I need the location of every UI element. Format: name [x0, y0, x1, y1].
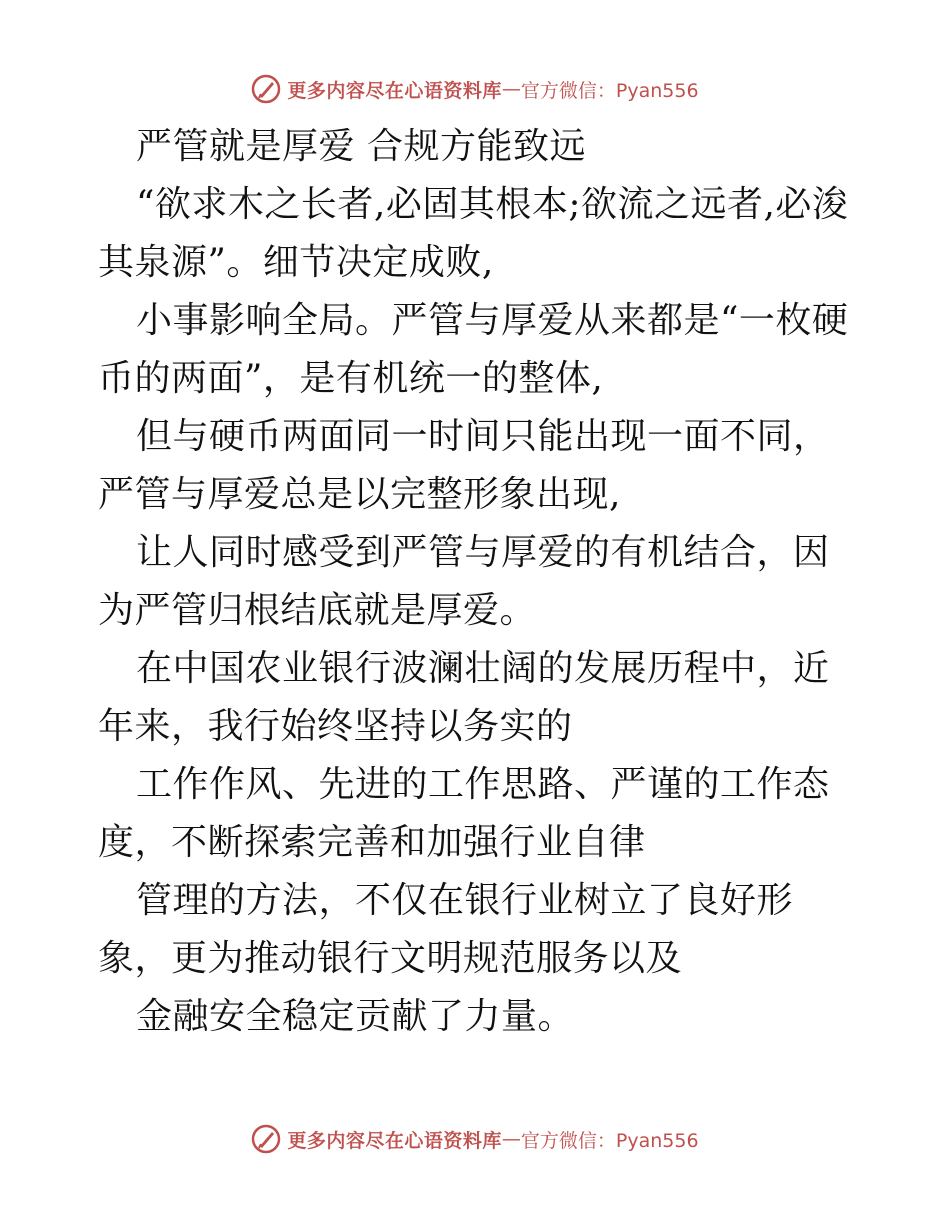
document-body [98, 118, 858, 1046]
footer-separator: — [501, 1128, 521, 1150]
paragraph: 管理的方法，不仅在银行业树立了良好形象，更为推动银行文明规范服务以及 [98, 880, 794, 979]
footer-banner [0, 1124, 950, 1154]
quill-pen-logo-icon [251, 1124, 281, 1154]
header-site-text: 更多内容尽在心语资料库 [287, 79, 502, 102]
paragraph: 金融安全稳定贡献了力量。 [136, 996, 575, 1037]
paragraph: 小事影响全局。严管与厚爱从来都是“一枚硬币的两面”，是有机统一的整体, [98, 300, 849, 399]
paragraph: 在中国农业银行波澜壮阔的发展历程中，近年来，我行始终坚持以务实的 [98, 648, 830, 747]
paragraph: 但与硬币两面同一时间只能出现一面不同，严管与厚爱总是以完整形象出现, [98, 416, 830, 515]
footer-site-text: 更多内容尽在心语资料库 [287, 1129, 502, 1152]
document-title: 严管就是厚爱 合规方能致远 [136, 126, 586, 167]
paragraph: 让人同时感受到严管与厚爱的有机结合，因为严管归根结底就是厚爱。 [98, 532, 830, 631]
header-contact-text: 官方微信：Pyan556 [520, 79, 699, 102]
header-separator: — [501, 78, 521, 100]
paragraph: 工作作风、先进的工作思路、严谨的工作态度，不断探索完善和加强行业自律 [98, 764, 830, 863]
footer-contact-text: 官方微信：Pyan556 [520, 1129, 699, 1152]
header-banner [0, 74, 950, 104]
paragraph: “欲求木之长者,必固其根本;欲流之远者,必浚其泉源”。细节决定成败, [98, 184, 849, 283]
quill-pen-logo-icon [251, 74, 281, 104]
